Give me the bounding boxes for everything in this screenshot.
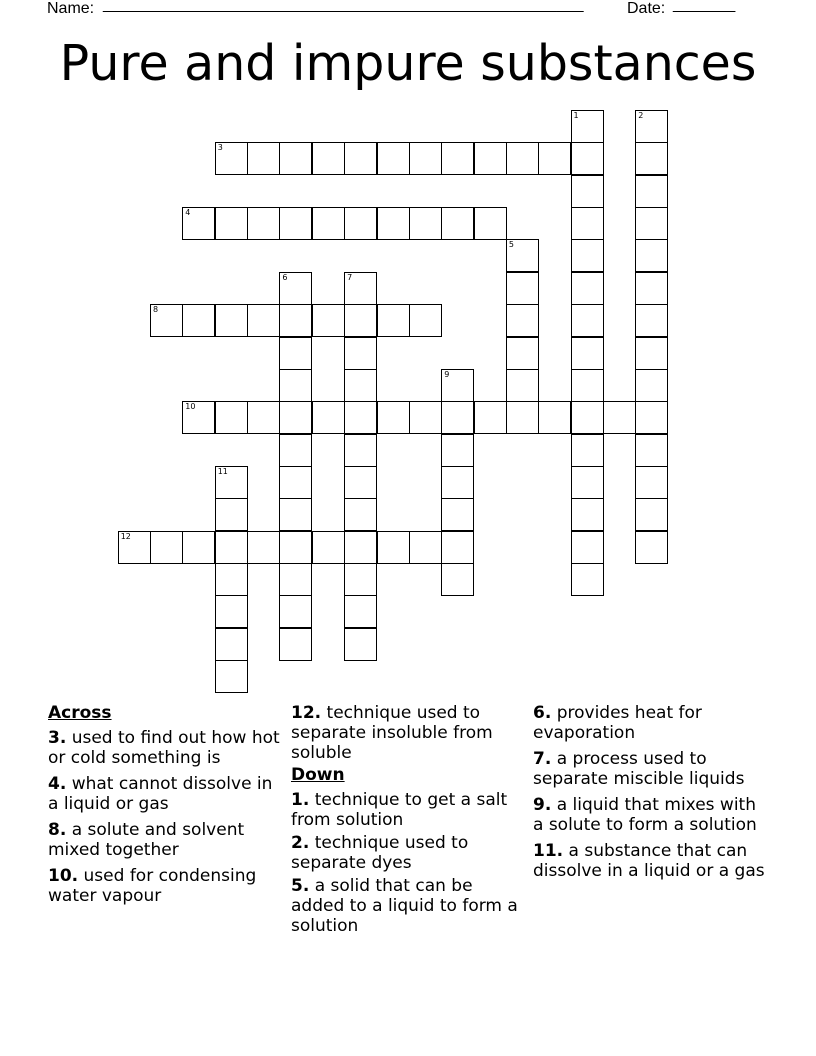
crossword-cell[interactable] (409, 531, 442, 564)
crossword-cell[interactable] (441, 401, 474, 434)
crossword-cell[interactable] (312, 207, 345, 240)
clue-down-7: 7. a process used to separate miscible liquids (533, 749, 745, 789)
crossword-cell[interactable] (571, 337, 604, 370)
crossword-cell[interactable] (571, 110, 604, 143)
crossword-cell[interactable] (215, 207, 248, 240)
crossword-cell[interactable] (474, 401, 507, 434)
crossword-cell[interactable] (571, 369, 604, 402)
crossword-cell[interactable] (571, 498, 604, 531)
clue-down-6: 6. provides heat for evaporation (533, 703, 702, 743)
crossword-cell[interactable] (571, 434, 604, 467)
clue-number: 7 (347, 272, 353, 282)
crossword-cell[interactable] (635, 466, 668, 499)
crossword-cell[interactable] (215, 466, 248, 499)
crossword-cell[interactable] (344, 628, 377, 661)
crossword-cell[interactable] (635, 142, 668, 175)
crossword-cell[interactable] (571, 272, 604, 305)
clue-column-2 (291, 703, 527, 942)
crossword-cell[interactable] (635, 434, 668, 467)
crossword-cell[interactable] (279, 337, 312, 370)
crossword-cell[interactable] (215, 498, 248, 531)
clue-across-8: 8. a solute and solvent mixed together (48, 820, 245, 860)
clue-down-2: 2. technique used to separate dyes (291, 833, 469, 873)
crossword-cell[interactable] (344, 142, 377, 175)
clue-number: 9 (444, 369, 450, 379)
clue-number: 3 (217, 143, 223, 153)
crossword-cell[interactable] (344, 595, 377, 628)
clue-number: 8 (153, 305, 159, 315)
crossword-cell[interactable] (312, 142, 345, 175)
down-heading: Down (291, 765, 345, 785)
clue-column-1 (48, 703, 284, 912)
crossword-cell[interactable] (571, 175, 604, 208)
crossword-cell[interactable] (506, 401, 539, 434)
crossword-cell[interactable] (635, 401, 668, 434)
crossword-cell[interactable] (182, 304, 215, 337)
crossword-cell[interactable] (377, 531, 410, 564)
crossword-cell[interactable] (344, 272, 377, 305)
clue-number: 12 (120, 531, 131, 541)
date-label: Date: (627, 0, 666, 17)
page-title: Pure and impure substances (59, 35, 757, 92)
crossword-cell[interactable] (182, 207, 215, 240)
crossword-cell[interactable] (215, 563, 248, 596)
crossword-cell[interactable] (635, 175, 668, 208)
crossword-cell[interactable] (279, 369, 312, 402)
crossword-cell[interactable] (344, 434, 377, 467)
crossword-cell[interactable] (344, 207, 377, 240)
crossword-cell[interactable] (344, 401, 377, 434)
crossword-cell[interactable] (506, 272, 539, 305)
crossword-cell[interactable] (279, 207, 312, 240)
clue-down-9: 9. a liquid that mixes with a solute to form a solution (533, 795, 757, 835)
clue-across-3: 3. used to find out how hot or cold something is (48, 728, 280, 768)
crossword-cell[interactable] (571, 401, 604, 434)
crossword-cell[interactable] (538, 401, 571, 434)
crossword-cell[interactable] (571, 239, 604, 272)
crossword-cell[interactable] (279, 628, 312, 661)
crossword-cell[interactable] (215, 142, 248, 175)
crossword-cell[interactable] (635, 239, 668, 272)
crossword-cell[interactable] (571, 531, 604, 564)
crossword-cell[interactable] (215, 401, 248, 434)
crossword-cell[interactable] (312, 401, 345, 434)
name-label: Name: (47, 0, 95, 17)
crossword-cell[interactable] (506, 369, 539, 402)
crossword-cell[interactable] (279, 304, 312, 337)
crossword-cell[interactable] (279, 595, 312, 628)
crossword-cell[interactable] (506, 304, 539, 337)
crossword-cell[interactable] (344, 337, 377, 370)
clue-across-10: 10. used for condensing water vapour (48, 866, 257, 906)
crossword-cell[interactable] (571, 207, 604, 240)
crossword-cell[interactable] (279, 434, 312, 467)
crossword-cell[interactable] (215, 660, 248, 693)
clue-number: 4 (185, 208, 191, 218)
crossword-cell[interactable] (571, 304, 604, 337)
crossword-cell[interactable] (441, 207, 474, 240)
crossword-cell[interactable] (215, 531, 248, 564)
clue-across-12: 12. technique used to separate insoluble from soluble (291, 703, 493, 763)
crossword-cell[interactable] (635, 110, 668, 143)
crossword-cell[interactable] (635, 531, 668, 564)
crossword-cell[interactable] (215, 628, 248, 661)
crossword-cell[interactable] (635, 498, 668, 531)
crossword-cell[interactable] (312, 304, 345, 337)
crossword-cell[interactable] (377, 142, 410, 175)
crossword-cell[interactable] (279, 142, 312, 175)
crossword-cell[interactable] (441, 563, 474, 596)
crossword-cell[interactable] (312, 531, 345, 564)
crossword-cell[interactable] (377, 207, 410, 240)
crossword-cell[interactable] (474, 207, 507, 240)
crossword-cell[interactable] (279, 401, 312, 434)
crossword-cell[interactable] (182, 401, 215, 434)
crossword-cell[interactable] (571, 466, 604, 499)
clue-number: 1 (573, 111, 579, 120)
crossword-cell[interactable] (118, 531, 151, 564)
clue-column-3 (533, 703, 769, 887)
name-line[interactable]: ______________________________________________________ (103, 0, 584, 13)
crossword-cell[interactable] (279, 498, 312, 531)
crossword-cell[interactable] (377, 401, 410, 434)
crossword-cell[interactable] (441, 369, 474, 402)
clue-down-11: 11. a substance that can dissolve in a liquid or a gas (533, 841, 765, 881)
crossword-cell[interactable] (344, 304, 377, 337)
crossword-cell[interactable] (247, 531, 280, 564)
crossword-cell[interactable] (409, 304, 442, 337)
crossword-cell[interactable] (247, 304, 280, 337)
crossword-cell[interactable] (441, 466, 474, 499)
crossword-cell[interactable] (279, 466, 312, 499)
crossword-cell[interactable] (474, 142, 507, 175)
crossword-cell[interactable] (441, 498, 474, 531)
crossword-cell[interactable] (247, 401, 280, 434)
crossword-cell[interactable] (603, 401, 636, 434)
crossword-cell[interactable] (506, 239, 539, 272)
crossword-cell[interactable] (635, 369, 668, 402)
date-line[interactable]: _______ (673, 0, 736, 13)
crossword-cell[interactable] (441, 531, 474, 564)
crossword-cell[interactable] (279, 563, 312, 596)
crossword-cell[interactable] (344, 466, 377, 499)
crossword-cell[interactable] (409, 142, 442, 175)
clue-number: 2 (638, 111, 644, 120)
crossword-cell[interactable] (506, 337, 539, 370)
crossword-cell[interactable] (247, 142, 280, 175)
crossword-cell[interactable] (279, 272, 312, 305)
clue-number: 11 (217, 466, 228, 476)
clue-number: 6 (282, 272, 288, 282)
crossword-cell[interactable] (247, 207, 280, 240)
crossword-cell[interactable] (635, 337, 668, 370)
crossword-cell[interactable] (344, 531, 377, 564)
crossword-cell[interactable] (441, 142, 474, 175)
clue-across-4: 4. what cannot dissolve in a liquid or gas (48, 774, 273, 814)
crossword-cell[interactable] (150, 304, 183, 337)
crossword-cell[interactable] (215, 595, 248, 628)
crossword-cell[interactable] (215, 304, 248, 337)
crossword-cell[interactable] (538, 142, 571, 175)
crossword-cell[interactable] (344, 498, 377, 531)
crossword-cell[interactable] (377, 304, 410, 337)
clue-down-1: 1. technique to get a salt from solution (291, 790, 508, 830)
crossword-cell[interactable] (506, 142, 539, 175)
crossword-cell[interactable] (635, 304, 668, 337)
across-heading: Across (48, 703, 112, 723)
crossword-cell[interactable] (344, 563, 377, 596)
clue-number: 5 (508, 240, 514, 250)
crossword-cell[interactable] (635, 207, 668, 240)
crossword-cell[interactable] (150, 531, 183, 564)
clue-down-5: 5. a solid that can be added to a liquid to form a solution (291, 876, 518, 936)
crossword-cell[interactable] (571, 563, 604, 596)
crossword-cell[interactable] (279, 531, 312, 564)
crossword-cell[interactable] (571, 142, 604, 175)
crossword-cell[interactable] (635, 272, 668, 305)
crossword-cell[interactable] (182, 531, 215, 564)
crossword-cell[interactable] (409, 207, 442, 240)
clue-number: 10 (185, 402, 196, 412)
crossword-cell[interactable] (409, 401, 442, 434)
crossword-cell[interactable] (441, 434, 474, 467)
crossword-cell[interactable] (344, 369, 377, 402)
